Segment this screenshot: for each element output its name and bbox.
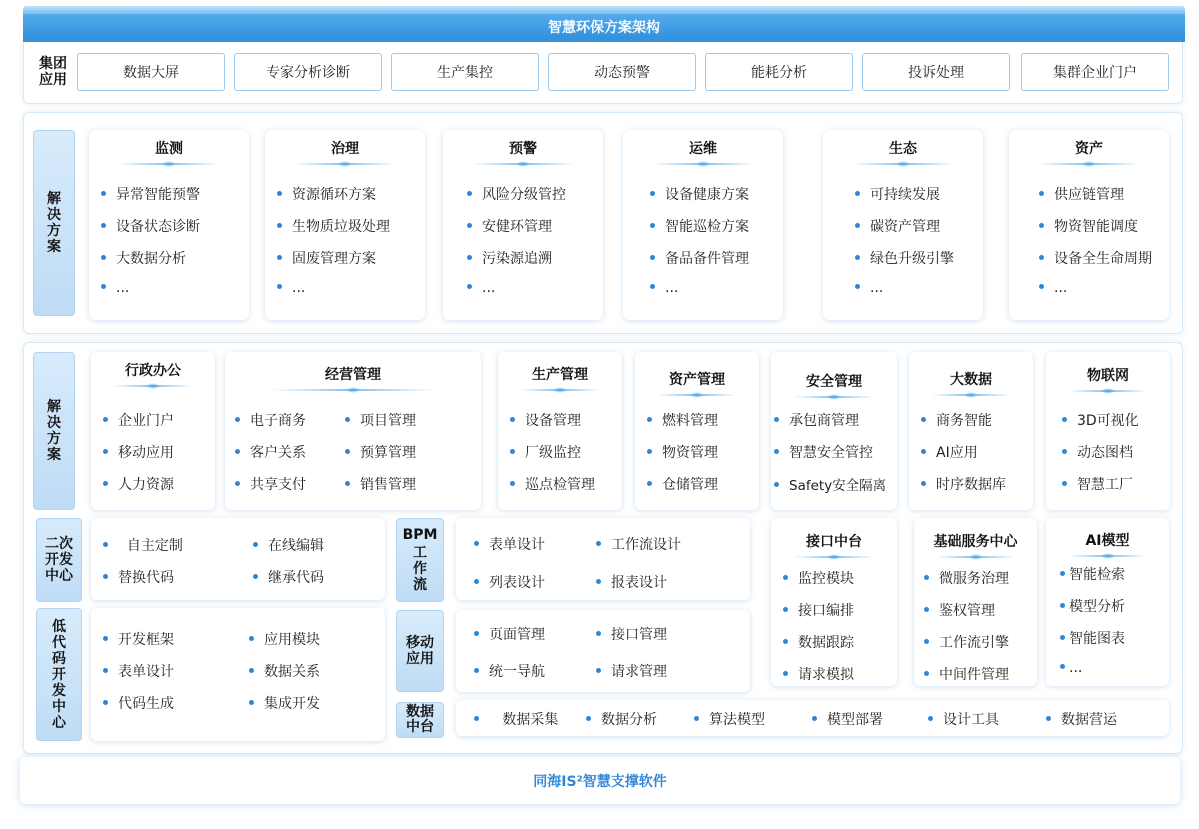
bullet-icon [510, 417, 515, 422]
list-item: 异常智能预警 [101, 184, 200, 204]
list-item: 替换代码 [103, 567, 174, 587]
bullet-icon [253, 542, 258, 547]
list-item: 销售管理 [345, 474, 416, 494]
card-title: AI模型 [1085, 533, 1130, 549]
card-title: 接口中台 [806, 534, 862, 550]
list-item: 物资智能调度 [1039, 216, 1138, 236]
mid-card-safety [771, 352, 897, 510]
list-item: Safety安全隔离 [774, 474, 886, 494]
list-item: 页面管理 [474, 624, 545, 644]
bullet-icon [101, 255, 106, 260]
mobile-card [456, 610, 750, 692]
list-item: 厂级监控 [510, 442, 581, 462]
bullet-icon [103, 700, 108, 705]
list-item: 绿色升级引擎 [855, 248, 954, 268]
list-item: 算法模型 [694, 709, 765, 729]
list-item: 共享支付 [235, 474, 306, 494]
list-item: 客户关系 [235, 442, 306, 462]
bullet-icon [235, 417, 240, 422]
list-item: 请求管理 [596, 661, 667, 681]
list-item: 大数据分析 [101, 248, 186, 268]
list-item: 表单设计 [474, 534, 545, 554]
title-divider [936, 556, 1015, 558]
bullet-icon [103, 481, 108, 486]
bullet-icon [650, 255, 655, 260]
list-item: 接口管理 [596, 624, 667, 644]
group-app-button[interactable] [1021, 53, 1169, 91]
bullet-icon [474, 579, 479, 584]
list-item: 数据分析 [586, 709, 657, 729]
group-apps-label-text: 集团应用 [39, 56, 67, 88]
card-title: 资产 [1075, 141, 1103, 157]
list-item: 工作流设计 [596, 534, 681, 554]
solution-card-monitor [89, 130, 249, 320]
group-app-label: 能耗分析 [751, 65, 807, 81]
list-item: 资源循环方案 [277, 184, 376, 204]
list-item: 生物质垃圾处理 [277, 216, 390, 236]
lowcode-label: 低代码开发中心 [52, 618, 66, 731]
bullet-icon [474, 541, 479, 546]
bullet-icon [596, 631, 601, 636]
bullet-icon [345, 449, 350, 454]
group-app-label: 投诉处理 [908, 65, 964, 81]
card-title: 大数据 [950, 372, 992, 388]
card-title: 行政办公 [125, 363, 181, 379]
mid-card-admin [91, 352, 215, 510]
solution-card-governance [265, 130, 425, 320]
list-item: 燃料管理 [647, 410, 718, 430]
bpm-tab [396, 518, 444, 602]
bullet-icon [103, 668, 108, 673]
group-app-button[interactable] [862, 53, 1010, 91]
title-divider [118, 163, 220, 165]
bullet-icon [694, 716, 699, 721]
bullet-icon [783, 607, 788, 612]
group-app-button[interactable] [77, 53, 225, 91]
list-item: ... [467, 280, 495, 296]
bullet-icon [1062, 417, 1067, 422]
list-item: 智慧工厂 [1062, 474, 1133, 494]
mobile-tab [396, 610, 444, 692]
list-item: 数据关系 [249, 661, 320, 681]
card-title: 运维 [689, 141, 717, 157]
mid-card-asset-mgmt [635, 352, 759, 510]
bullet-icon [774, 417, 779, 422]
bullet-icon [650, 223, 655, 228]
bullet-icon [235, 481, 240, 486]
bullet-icon [1039, 284, 1044, 289]
bullet-icon [101, 284, 106, 289]
list-item: 工作流引擎 [924, 632, 1009, 652]
bullet-icon [249, 636, 254, 641]
bullet-icon [510, 481, 515, 486]
group-apps-label [36, 56, 70, 88]
list-item: 智慧安全管控 [774, 442, 873, 462]
bullet-icon [1039, 223, 1044, 228]
bullet-icon [474, 668, 479, 673]
list-item: 供应链管理 [1039, 184, 1124, 204]
group-app-button[interactable] [391, 53, 539, 91]
bullet-icon [103, 542, 108, 547]
bullet-icon [783, 575, 788, 580]
bullet-icon [277, 223, 282, 228]
card-title: 生产管理 [532, 367, 588, 383]
list-item: 继承代码 [253, 567, 324, 587]
list-item: ... [650, 280, 678, 296]
title-divider [520, 389, 599, 391]
list-item: 智能图表 [1060, 628, 1125, 648]
list-item: 动态图档 [1062, 442, 1133, 462]
title-divider [113, 385, 192, 387]
list-item: 人力资源 [103, 474, 174, 494]
list-item: 在线编辑 [253, 535, 324, 555]
bullet-icon [647, 481, 652, 486]
data-platform-card [456, 700, 1169, 736]
list-item: 表单设计 [103, 661, 174, 681]
bpm-label-top: BPM [402, 527, 438, 543]
bullet-icon [647, 417, 652, 422]
bullet-icon [596, 541, 601, 546]
page-title: 智慧环保方案架构 [548, 20, 660, 36]
solutions-mid-label: 解决方案 [47, 399, 61, 463]
bullet-icon [1060, 664, 1065, 669]
list-item: ... [855, 280, 883, 296]
group-app-label: 集群企业门户 [1053, 65, 1137, 81]
bullet-icon [101, 191, 106, 196]
bullet-icon [1060, 635, 1065, 640]
mid-card-business [225, 352, 481, 510]
bullet-icon [924, 607, 929, 612]
bullet-icon [924, 671, 929, 676]
bullet-icon [924, 639, 929, 644]
bullet-icon [474, 631, 479, 636]
bullet-icon [924, 575, 929, 580]
ai-model-card [1046, 518, 1169, 686]
group-app-label: 动态预警 [594, 65, 650, 81]
title-divider [852, 163, 954, 165]
title-divider [271, 389, 435, 391]
list-item: 设备管理 [510, 410, 581, 430]
list-item: 中间件管理 [924, 664, 1009, 684]
solutions-top-label: 解决方案 [47, 191, 61, 255]
secondary-dev-tab [36, 518, 82, 602]
bullet-icon [467, 191, 472, 196]
group-app-label: 数据大屏 [123, 65, 179, 81]
list-item: 固废管理方案 [277, 248, 376, 268]
list-item: 备品备件管理 [650, 248, 749, 268]
card-title: 基础服务中心 [933, 534, 1018, 550]
list-item: 设备全生命周期 [1039, 248, 1152, 268]
bullet-icon [1062, 449, 1067, 454]
bullet-icon [474, 716, 479, 721]
support-software-bar [20, 757, 1180, 804]
secondary-dev-card [91, 518, 385, 600]
card-title: 物联网 [1087, 368, 1129, 384]
bullet-icon [1062, 481, 1067, 486]
list-item: 智能检索 [1060, 564, 1125, 584]
list-item: ... [1060, 660, 1082, 676]
card-title: 安全管理 [806, 374, 862, 390]
solution-card-assets [1009, 130, 1169, 320]
bullet-icon [1046, 716, 1051, 721]
list-item: 项目管理 [345, 410, 416, 430]
bullet-icon [1060, 603, 1065, 608]
list-item: 开发框架 [103, 629, 174, 649]
title-divider [794, 556, 875, 558]
bullet-icon [510, 449, 515, 454]
group-app-label: 生产集控 [437, 65, 493, 81]
bullet-icon [345, 417, 350, 422]
group-app-button[interactable] [705, 53, 853, 91]
list-item: 统一导航 [474, 661, 545, 681]
bullet-icon [855, 255, 860, 260]
list-item: 请求模拟 [783, 664, 854, 684]
list-item: 承包商管理 [774, 410, 859, 430]
list-item: 物资管理 [647, 442, 718, 462]
bullet-icon [783, 671, 788, 676]
bullet-icon [855, 223, 860, 228]
list-item: 数据跟踪 [783, 632, 854, 652]
title-divider [931, 394, 1010, 396]
list-item: 监控模块 [783, 568, 854, 588]
bullet-icon [467, 255, 472, 260]
bullet-icon [253, 574, 258, 579]
card-title: 监测 [155, 141, 183, 157]
list-item: 微服务治理 [924, 568, 1009, 588]
list-item: 数据采集 [474, 709, 558, 729]
bullet-icon [1060, 571, 1065, 576]
bullet-icon [103, 449, 108, 454]
list-item: 风险分级管控 [467, 184, 566, 204]
lowcode-card [91, 608, 385, 741]
mobile-label: 移动应用 [406, 635, 434, 667]
bullet-icon [650, 191, 655, 196]
list-item: 时序数据库 [921, 474, 1006, 494]
list-item: 安健环管理 [467, 216, 552, 236]
page-title-banner [23, 6, 1185, 42]
list-item: 电子商务 [235, 410, 306, 430]
solution-card-ecology [823, 130, 983, 320]
list-item: 鉴权管理 [924, 600, 995, 620]
list-item: 接口编排 [783, 600, 854, 620]
list-item: 集成开发 [249, 693, 320, 713]
bullet-icon [1039, 255, 1044, 260]
bullet-icon [812, 716, 817, 721]
interface-center-card [771, 518, 897, 686]
base-service-card [914, 518, 1037, 686]
bullet-icon [277, 255, 282, 260]
list-item: ... [277, 280, 305, 296]
bullet-icon [921, 417, 926, 422]
solutions-mid-tab [33, 352, 75, 510]
bullet-icon [921, 449, 926, 454]
bullet-icon [235, 449, 240, 454]
mid-card-bigdata [909, 352, 1033, 510]
title-divider [472, 163, 574, 165]
card-title: 治理 [331, 141, 359, 157]
bpm-label: 工作流 [413, 545, 427, 593]
list-item: 列表设计 [474, 572, 545, 592]
lowcode-tab [36, 608, 82, 741]
card-title: 资产管理 [669, 372, 725, 388]
solution-card-operations [623, 130, 783, 320]
list-item: 智能巡检方案 [650, 216, 749, 236]
title-divider [1068, 390, 1147, 392]
bullet-icon [774, 482, 779, 487]
title-divider [652, 163, 754, 165]
secondary-dev-label: 二次开发中心 [45, 536, 73, 584]
title-divider [794, 396, 875, 398]
list-item: 仓储管理 [647, 474, 718, 494]
list-item: 预算管理 [345, 442, 416, 462]
list-item: 污染源追溯 [467, 248, 552, 268]
bullet-icon [647, 449, 652, 454]
bullet-icon [249, 668, 254, 673]
list-item: 模型分析 [1060, 596, 1125, 616]
bullet-icon [249, 700, 254, 705]
mid-card-iot [1046, 352, 1170, 510]
title-divider [294, 163, 396, 165]
list-item: 代码生成 [103, 693, 174, 713]
list-item: 应用模块 [249, 629, 320, 649]
list-item: 模型部署 [812, 709, 883, 729]
list-item: 移动应用 [103, 442, 174, 462]
list-item: 自主定制 [103, 535, 183, 555]
list-item: 数据营运 [1046, 709, 1117, 729]
bullet-icon [596, 668, 601, 673]
card-title: 生态 [889, 141, 917, 157]
bullet-icon [855, 191, 860, 196]
card-title: 经营管理 [325, 367, 381, 383]
title-divider [1068, 555, 1147, 557]
bullet-icon [103, 574, 108, 579]
list-item: ... [101, 280, 129, 296]
bullet-icon [921, 481, 926, 486]
list-item: 报表设计 [596, 572, 667, 592]
list-item: 3D可视化 [1062, 410, 1139, 430]
support-software-label: 同海IS²智慧支撑软件 [533, 773, 667, 790]
bullet-icon [586, 716, 591, 721]
list-item: 碳资产管理 [855, 216, 940, 236]
bullet-icon [855, 284, 860, 289]
bullet-icon [928, 716, 933, 721]
bullet-icon [103, 636, 108, 641]
solutions-top-tab [33, 130, 75, 316]
list-item: 设备健康方案 [650, 184, 749, 204]
title-divider [1038, 163, 1140, 165]
bullet-icon [345, 481, 350, 486]
list-item: 商务智能 [921, 410, 992, 430]
bullet-icon [783, 639, 788, 644]
group-app-label: 专家分析诊断 [266, 65, 350, 81]
data-platform-label: 数据中台 [406, 704, 434, 735]
bullet-icon [277, 191, 282, 196]
bullet-icon [277, 284, 282, 289]
data-platform-tab [396, 702, 444, 738]
list-item: 企业门户 [103, 410, 174, 430]
group-app-button[interactable] [548, 53, 696, 91]
list-item: 可持续发展 [855, 184, 940, 204]
bullet-icon [1039, 191, 1044, 196]
bullet-icon [103, 417, 108, 422]
group-app-button[interactable] [234, 53, 382, 91]
list-item: ... [1039, 280, 1067, 296]
list-item: AI应用 [921, 442, 978, 462]
bullet-icon [774, 449, 779, 454]
list-item: 设计工具 [928, 709, 999, 729]
bullet-icon [467, 284, 472, 289]
solution-card-warning [443, 130, 603, 320]
bullet-icon [596, 579, 601, 584]
list-item: 巡点检管理 [510, 474, 595, 494]
bullet-icon [467, 223, 472, 228]
bpm-card [456, 518, 750, 600]
list-item: 设备状态诊断 [101, 216, 200, 236]
mid-card-production [498, 352, 622, 510]
card-title: 预警 [509, 141, 537, 157]
bullet-icon [101, 223, 106, 228]
bullet-icon [650, 284, 655, 289]
title-divider [657, 394, 736, 396]
